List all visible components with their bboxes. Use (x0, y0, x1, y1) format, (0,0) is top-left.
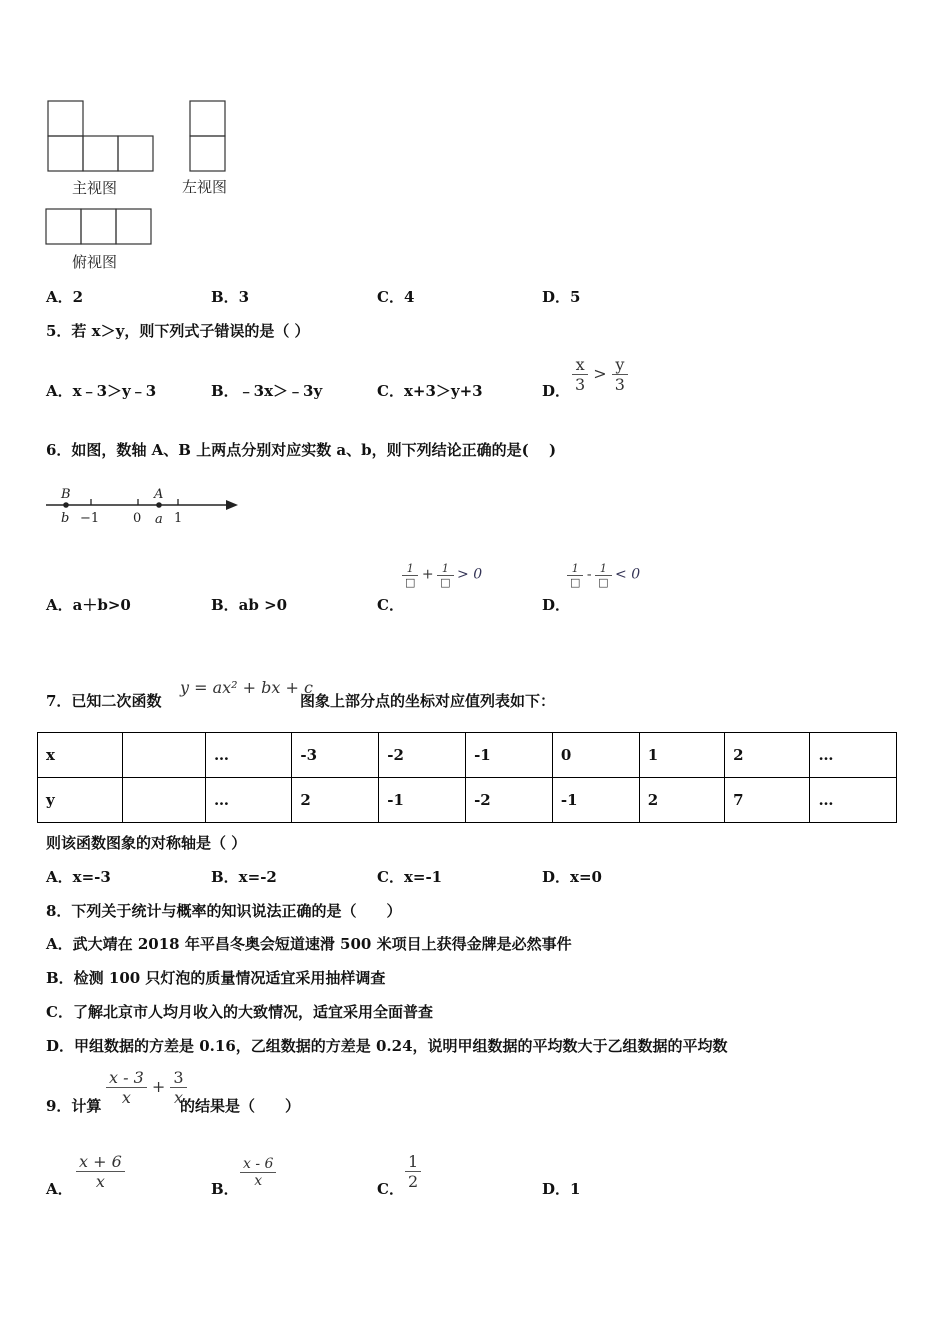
table-cell: 2 (639, 778, 724, 823)
q9-option-c: C． (377, 1180, 404, 1198)
q9-stem-after: 的结果是（ ） (180, 1097, 301, 1115)
q9-option-b-expression: $\frac{x - 6}{x}$ (240, 1156, 276, 1189)
q9-option-b: B． (211, 1180, 239, 1198)
q9-option-a: A． (46, 1180, 73, 1198)
table-cell: -2 (379, 733, 466, 778)
table-cell: -3 (292, 733, 379, 778)
left-view-grid (190, 101, 225, 171)
q4-option-c: C．4 (377, 288, 415, 306)
q7-option-a: A．x=-3 (46, 868, 111, 886)
q7-option-b: B．x=-2 (211, 868, 277, 886)
front-view-label: 主视图 (72, 179, 118, 197)
q4-option-a: A．2 (46, 288, 84, 306)
q5-option-a: A．x﹣3＞y﹣3 (46, 382, 157, 400)
table-cell: -2 (466, 778, 553, 823)
q6-option-c-expression: $\frac{1}{□}$ + $\frac{1}{□}$ > 0 (402, 562, 482, 589)
left-view-label: 左视图 (182, 178, 228, 196)
value-table (37, 732, 897, 823)
q7-stem-after: 图象上部分点的坐标对应值列表如下： (300, 692, 556, 710)
table-cell: x (38, 733, 123, 778)
table-cell: 0 (552, 733, 639, 778)
q6-option-d-expression: $\frac{1}{□}$ - $\frac{1}{□}$ < 0 (567, 562, 640, 589)
q8-stem: 8．下列关于统计与概率的知识说法正确的是（ ） (46, 902, 402, 920)
q9-stem-before: 9．计算 (46, 1097, 102, 1115)
q6-option-a: A．a＋b>0 (46, 596, 131, 614)
table-cell: -1 (379, 778, 466, 823)
table-cell: 2 (725, 733, 810, 778)
q9-expression: $\frac{x - 3}{x}$ + $\frac{3}{x}$ (106, 1068, 187, 1107)
table-cell: -1 (552, 778, 639, 823)
table-cell: … (810, 778, 897, 823)
q5-stem: 5．若 x＞y，则下列式子错误的是（ ） (46, 322, 310, 340)
q5-option-d: D． (542, 382, 571, 400)
q5-option-c: C．x+3＞y+3 (377, 382, 483, 400)
table-cell: -1 (466, 733, 553, 778)
number-line-figure (44, 484, 244, 530)
q4-option-b: B．3 (211, 288, 250, 306)
label-A: A (154, 487, 164, 502)
table-cell: y (38, 778, 123, 823)
top-view-label: 俯视图 (72, 253, 118, 271)
table-cell: 1 (639, 733, 724, 778)
q5-option-d-expression: $\frac{x}{3}$ > $\frac{y}{3}$ (572, 355, 628, 394)
label-one: 1 (174, 511, 183, 526)
label-b: b (61, 511, 70, 526)
table-cell: 2 (292, 778, 379, 823)
label-neg1: −1 (80, 511, 100, 526)
q8-option-a: A．武大靖在 2018 年平昌冬奥会短道速滑 500 米项目上获得金牌是必然事件 (46, 935, 572, 953)
q9-option-a-expression: $\frac{x + 6}{x}$ (76, 1152, 125, 1191)
table-row-x (38, 733, 897, 778)
q8-option-c: C．了解北京市人均月收入的大致情况，适宜采用全面普查 (46, 1003, 433, 1021)
point-a (156, 502, 162, 508)
top-view-grid (46, 209, 151, 244)
q9-option-d: D．1 (542, 1180, 581, 1198)
label-B: B (61, 487, 71, 502)
q7-option-d: D．x=0 (542, 868, 602, 886)
q9-option-c-expression: $\frac{1}{2}$ (405, 1152, 421, 1191)
q6-option-d: D． (542, 596, 571, 614)
front-view-grid (48, 101, 153, 171)
label-a: a (155, 512, 163, 527)
table-cell (123, 778, 206, 823)
table-row-y (38, 778, 897, 823)
arrow-icon (226, 500, 238, 510)
q8-option-b: B．检测 100 只灯泡的质量情况适宜采用抽样调查 (46, 969, 386, 987)
q6-stem: 6．如图，数轴 A、B 上两点分别对应实数 a、b，则下列结论正确的是( ) (46, 441, 557, 459)
q7-option-c: C．x=-1 (377, 868, 443, 886)
point-b (63, 502, 69, 508)
label-zero: 0 (133, 511, 142, 526)
q8-option-d: D．甲组数据的方差是 0.16，乙组数据的方差是 0.24，说明甲组数据的平均数大于乙组数据的平均数 (46, 1037, 728, 1055)
table-cell: … (205, 733, 291, 778)
q7-stem-before: 7．已知二次函数 (46, 692, 162, 710)
q6-option-c: C． (377, 596, 404, 614)
table-cell: … (205, 778, 291, 823)
table-cell (123, 733, 206, 778)
table-cell: … (810, 733, 897, 778)
q7-formula: y = ax² + bx + c (180, 678, 313, 697)
table-cell: 7 (725, 778, 810, 823)
q4-option-d: D．5 (542, 288, 581, 306)
q6-option-b: B．ab >0 (211, 596, 288, 614)
q5-option-b: B．﹣3x＞﹣3y (211, 382, 323, 400)
q7-question: 则该函数图象的对称轴是（ ） (46, 834, 247, 852)
